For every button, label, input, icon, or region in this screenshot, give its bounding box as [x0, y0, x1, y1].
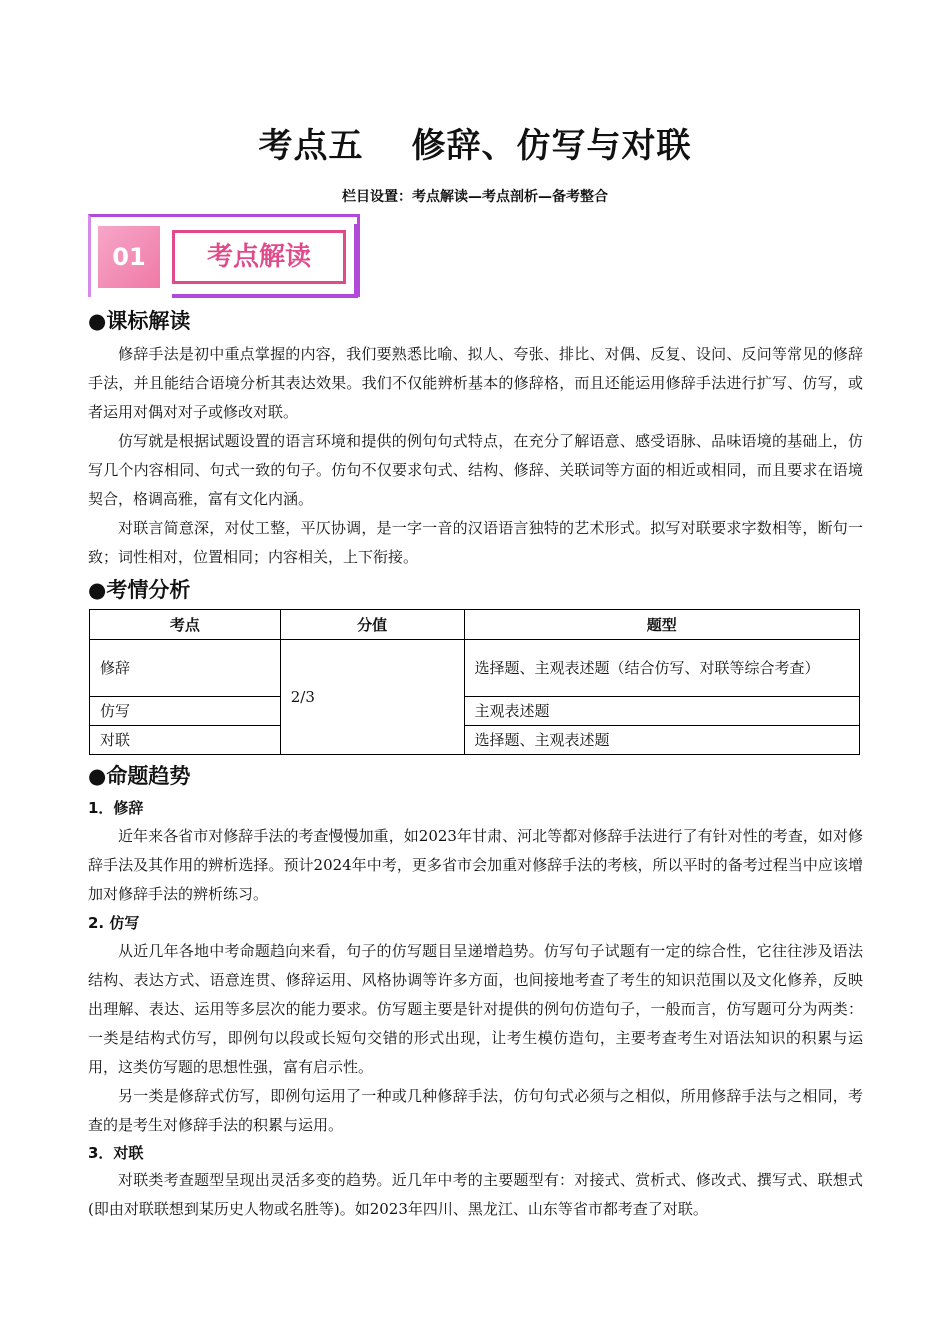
table-header-row: [90, 610, 860, 640]
table-row: [90, 726, 860, 755]
table-header: 题型: [464, 610, 859, 640]
banner-underline: [172, 294, 358, 298]
subheading: 2. 仿写: [88, 914, 140, 932]
paragraph: 从近几年各地中考命题趋向来看，句子的仿写题目呈递增趋势。仿写句子试题有一定的综合性，它往往涉及语法结构、表达方式、语意连贯、修辞运用、风格协调等许多方面，也间接地考查了考生的知识范围以及文化修养，反映出理解、表达、运用等多层次的能力要求。仿写题主要是针对提供的例句仿造句子，一般而言，仿写题可分为两类：一类是结构式仿写，即例句以段或长短句交错的形式出现，让考生模仿造句，主要考查考生对语法知识的积累与运用，这类仿写题的思想性强，富有启示性。: [88, 942, 863, 1076]
subheading: 1．修辞: [88, 799, 144, 817]
table-row: [90, 640, 860, 697]
table-header: 考点: [90, 610, 281, 640]
table-cell: 对联: [90, 726, 281, 755]
paragraph: 修辞手法是初中重点掌握的内容，我们要熟悉比喻、拟人、夸张、排比、对偶、反复、设问、反问等常见的修辞手法，并且能结合语境分析其表达效果。我们不仅能辨析基本的修辞格，而且还能运用修辞手法进行扩写、仿写，或者运用对偶对对子或修改对联。: [88, 345, 863, 421]
heading-curriculum: ●课标解读: [88, 309, 191, 333]
table-header: 分值: [280, 610, 464, 640]
page-title: [0, 118, 950, 167]
banner-side-bar: [354, 224, 358, 298]
table-cell-score: 2/3: [280, 640, 464, 755]
banner-label: 考点解读: [206, 242, 311, 272]
exam-analysis-table: [89, 609, 860, 755]
table-cell: 修辞: [90, 640, 281, 697]
heading-exam-analysis: ●考情分析: [88, 578, 191, 602]
page-subtitle: 栏目设置：考点解读—考点剖析—备考整合: [342, 189, 608, 205]
paragraph: 对联言简意深，对仗工整，平仄协调，是一字一音的汉语语言独特的艺术形式。拟写对联要求字数相等，断句一致；词性相对，位置相同；内容相关，上下衔接。: [88, 519, 863, 566]
title-part-1: 考点五: [258, 126, 364, 166]
subheading: 3．对联: [88, 1144, 144, 1162]
table-cell: 选择题、主观表述题（结合仿写、对联等综合考查）: [464, 640, 859, 697]
paragraph: 另一类是修辞式仿写，即例句运用了一种或几种修辞手法，仿句句式必须与之相似，所用修辞手法与之相同，考查的是考生对修辞手法的积累与运用。: [88, 1087, 863, 1134]
table-row: [90, 697, 860, 726]
table-cell: 仿写: [90, 697, 281, 726]
paragraph: 近年来各省市对修辞手法的考查慢慢加重，如2023年甘肃、河北等都对修辞手法进行了有针对性的考查，如对修辞手法及其作用的辨析选择。预计2024年中考，更多省市会加重对修辞手法的考核，所以平时的备考过程当中应该增加对修辞手法的辨析练习。: [88, 827, 863, 903]
heading-trends: ●命题趋势: [88, 764, 191, 788]
table-cell: 选择题、主观表述题: [464, 726, 859, 755]
title-part-2: 修辞、仿写与对联: [411, 126, 692, 166]
banner-number: 01: [112, 243, 146, 271]
paragraph: 仿写就是根据试题设置的语言环境和提供的例句句式特点，在充分了解语意、感受语脉、品味语境的基础上，仿写几个内容相同、句式一致的句子。仿句不仅要求句式、结构、修辞、关联词等方面的相近或相同，而且要求在语境契合，格调高雅，富有文化内涵。: [88, 432, 863, 508]
table-cell: 主观表述题: [464, 697, 859, 726]
section-banner: [88, 214, 358, 298]
paragraph: 对联类考查题型呈现出灵活多变的趋势。近几年中考的主要题型有：对接式、赏析式、修改式、撰写式、联想式(即由对联联想到某历史人物或名胜等)。如2023年四川、黑龙江、山东等省市都考查了对联。: [88, 1171, 863, 1218]
